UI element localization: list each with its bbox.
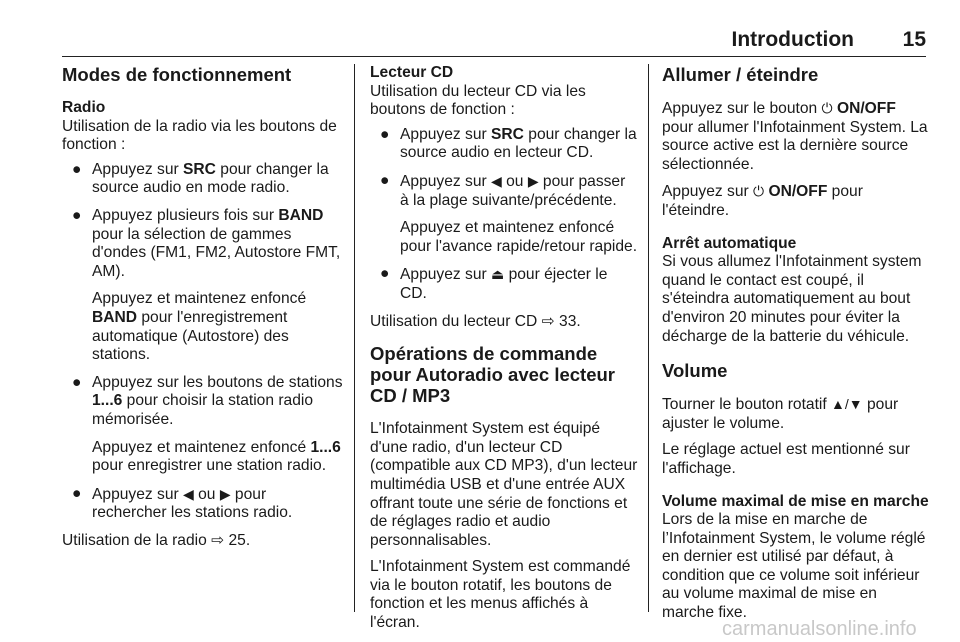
bullet-icon: ● bbox=[72, 206, 82, 224]
list-item: ● Appuyez sur SRC pour changer la source audio en mode radio. bbox=[72, 160, 329, 197]
reference-arrow-icon: ⇨ bbox=[211, 531, 225, 549]
subheading-radio: Radio bbox=[62, 99, 106, 116]
operations-paragraph-1: L'Infotainment System est équipé d'une radio, d'un lecteur CD (compatible aux CD MP3), d'un lecteur multimédia USB et d'une entrée AUX offrant toute une série de fonctions et de réglages radio et audio personnalisables. bbox=[370, 420, 638, 549]
eject-icon: ⏏ bbox=[491, 266, 505, 283]
key-label: ON/OFF bbox=[768, 183, 828, 201]
key-label: SRC bbox=[183, 160, 216, 178]
radio-intro: Utilisation de la radio via les boutons de fonction : bbox=[62, 117, 337, 154]
chapter-title: Introduction bbox=[731, 28, 854, 51]
auto-off-text: Si vous allumez l'Infotainment system quand le contact est coupé, il s'éteindra automatiquement au bout d'environ 20 minutes pour éviter la décharge de la batterie du véhicule. bbox=[662, 253, 922, 345]
list-item: ● Appuyez sur SRC pour changer la source audio en lecteur CD. bbox=[380, 125, 637, 162]
section-heading-volume: Volume bbox=[662, 360, 728, 382]
operations-paragraph-2: L'Infotainment System est commandé via le bouton rotatif, les boutons de fonction et les menus affichés à l'écran. bbox=[370, 558, 631, 632]
section-heading-onoff: Allumer / éteindre bbox=[662, 64, 819, 85]
right-arrow-icon: ▶ bbox=[527, 172, 539, 189]
bullet-icon: ● bbox=[72, 160, 82, 178]
column-divider-1 bbox=[354, 64, 355, 612]
subheading-auto-off: Arrêt automatique bbox=[662, 234, 797, 252]
cd-intro: Utilisation du lecteur CD via les boutons de fonction : bbox=[370, 82, 586, 119]
page-header bbox=[62, 26, 926, 54]
left-arrow-icon: ◀ bbox=[183, 485, 194, 502]
key-label: BAND bbox=[92, 308, 138, 326]
subheading-cd: Lecteur CD bbox=[370, 64, 454, 81]
onoff-paragraph-2: Appuyez sur ⏻ ON/OFF pour l'éteindre. bbox=[662, 183, 863, 219]
key-label: 1...6 bbox=[92, 392, 123, 410]
cd-bullet-list bbox=[370, 126, 638, 304]
bullet-icon: ● bbox=[72, 373, 82, 391]
key-label: SRC bbox=[491, 125, 524, 143]
column-1 bbox=[62, 64, 344, 558]
cd-reference: Utilisation du lecteur CD ⇨ 33. bbox=[370, 312, 581, 330]
bullet-icon: ● bbox=[72, 484, 82, 502]
section-heading-modes: Modes de fonctionnement bbox=[62, 64, 292, 85]
reference-arrow-icon: ⇨ bbox=[541, 312, 555, 330]
column-3 bbox=[662, 64, 930, 631]
bullet-icon: ● bbox=[380, 265, 390, 283]
list-item: ● Appuyez sur les boutons de stations 1...6 pour choisir la station radio mémorisée. Appuyez et maintenez enfoncé 1...6 pour enregistrer une station radio. bbox=[72, 373, 343, 475]
list-item: ● Appuyez sur ◀ ou ▶ pour passer à la plage suivante/précédente. Appuyez et maintenez enfoncé pour l'avance rapide/retour rapide. bbox=[380, 171, 638, 255]
list-item: ● Appuyez sur ◀ ou ▶ pour rechercher les stations radio. bbox=[72, 484, 293, 522]
power-icon: ⏻ bbox=[753, 183, 765, 200]
volume-paragraph-2: Le réglage actuel est mentionné sur l'affichage. bbox=[662, 441, 910, 477]
left-arrow-icon: ◀ bbox=[491, 172, 502, 189]
key-label: 1...6 bbox=[310, 438, 341, 456]
subheading-max-volume: Volume maximal de mise en marche bbox=[662, 492, 929, 510]
column-2 bbox=[370, 64, 638, 641]
bullet-icon: ● bbox=[380, 171, 390, 189]
onoff-paragraph-1: Appuyez sur le bouton ⏻ ON/OFF pour allumer l'Infotainment System. La source active est la dernière source sélectionnée. bbox=[662, 100, 928, 173]
page-number: 15 bbox=[902, 28, 926, 51]
key-label: ON/OFF bbox=[836, 100, 896, 117]
radio-bullet-list bbox=[62, 161, 344, 523]
key-label: BAND bbox=[278, 206, 324, 224]
header-divider bbox=[62, 56, 926, 57]
radio-reference: Utilisation de la radio ⇨ 25. bbox=[62, 531, 251, 549]
right-arrow-icon: ▶ bbox=[219, 485, 231, 502]
volume-updown-icon: ▲/▼ bbox=[831, 396, 863, 413]
watermark: carmanualsonline.info bbox=[722, 618, 917, 640]
section-heading-operations: Opérations de commande pour Autoradio avec lecteur CD / MP3 bbox=[370, 343, 616, 407]
bullet-icon: ● bbox=[380, 125, 390, 143]
max-volume-text: Lors de la mise en marche de l’Infotainment System, le volume réglé en dernier est utilisé par défaut, à condition que ce volume soit inférieur au volume maximal de mise en marche fixe. bbox=[662, 511, 926, 622]
list-item: ● Appuyez plusieurs fois sur BAND pour la sélection de gammes d'ondes (FM1, FM2, Autostore FMT, AM). Appuyez et maintenez enfoncé BAND pour l'enregistrement automatique (Autostore) des stations. bbox=[72, 206, 341, 364]
column-divider-2 bbox=[648, 64, 649, 612]
power-icon: ⏻ bbox=[821, 100, 833, 116]
list-item: ● Appuyez sur ⏏ pour éjecter le CD. bbox=[380, 265, 608, 302]
volume-paragraph-1: Tourner le bouton rotatif ▲/▼ pour ajuster le volume. bbox=[662, 396, 899, 432]
